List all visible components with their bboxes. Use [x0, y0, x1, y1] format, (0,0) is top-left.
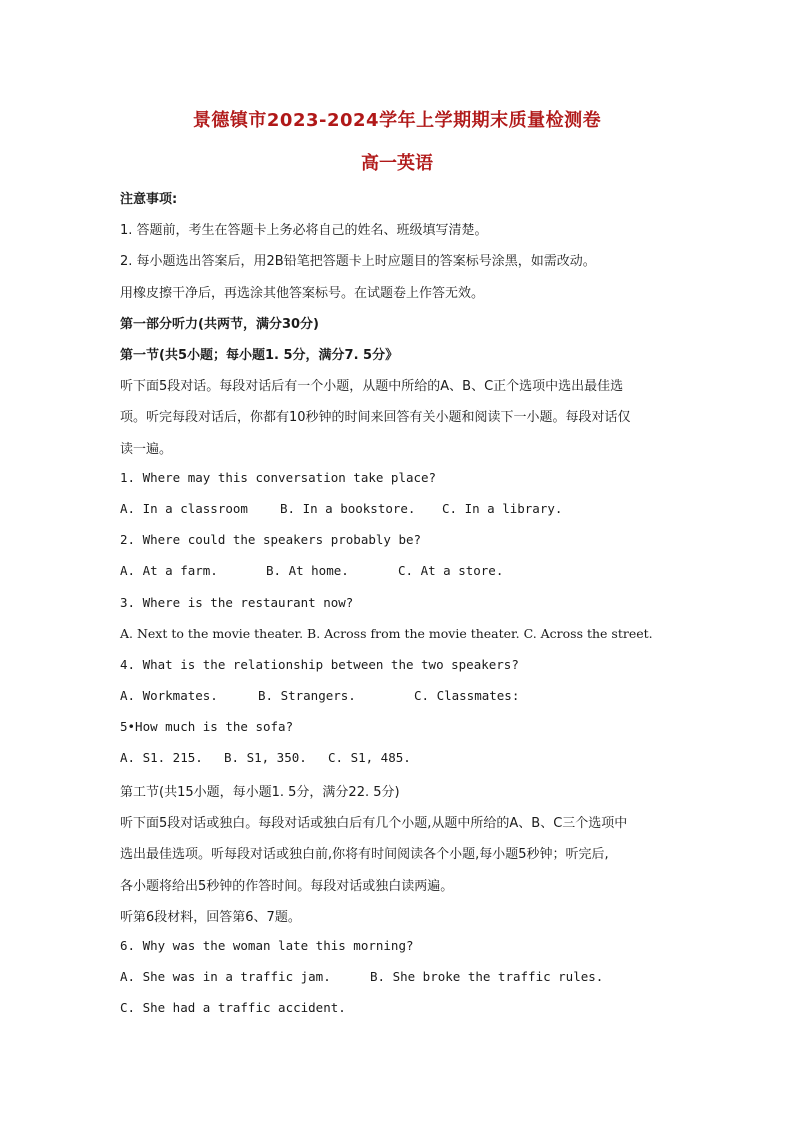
question-6-stem: 6. Why was the woman late this morning?: [120, 938, 414, 953]
question-4-options: [120, 688, 519, 703]
q4-option-b: B. Strangers.: [258, 688, 356, 703]
question-5-stem: 5•How much is the sofa?: [120, 719, 294, 734]
question-6-options-row-1: [120, 969, 603, 984]
q6-option-c: C. She had a traffic accident.: [120, 1000, 346, 1015]
section1-heading: 第一节(共5小题；每小题1. 5分，满分7. 5分》: [120, 348, 399, 363]
section2-heading: 第工节(共15小题，每小题1. 5分，满分22. 5分): [120, 785, 400, 800]
notice-item-1: 1. 答题前，考生在答题卡上务必将自己的姓名、班级填写清楚。: [120, 223, 488, 238]
q6-option-a: A. She was in a traffic jam.: [120, 969, 331, 984]
notice-item-2-cont: 用橡皮擦干净后，再选涂其他答案标号。在试题卷上作答无效。: [120, 286, 485, 301]
notice-heading: 注意事项:: [120, 192, 178, 207]
question-3-options: A. Next to the movie theater. B. Across from the movie theater. C. Across the street.: [120, 626, 653, 641]
section2-instruction-line-3: 各小题将给出5秒钟的作答时间。每段对话或独白读两遍。: [120, 879, 454, 894]
q1-option-a: A. In a classroom: [120, 501, 248, 516]
question-5-options: [120, 750, 411, 765]
part1-heading: 第一部分听力(共两节，满分30分): [120, 317, 319, 332]
section1-instruction-line-2: 项。听完每段对话后，你都有10秒钟的时间来回答有关小题和阅读下一小题。每段对话仅: [120, 410, 631, 425]
section1-instruction-line-1: 听下面5段对话。每段对话后有一个小题，从题中所给的A、B、C正个选项中选出最佳选: [120, 379, 624, 394]
q2-option-c: C. At a store.: [398, 563, 504, 578]
passage-6-heading: 听第6段材料，回答第6、7题。: [120, 910, 301, 925]
q4-option-a: A. Workmates.: [120, 688, 218, 703]
question-2-stem: 2. Where could the speakers probably be?: [120, 532, 422, 547]
q5-option-c: C. S1, 485.: [328, 750, 411, 765]
question-4-stem: 4. What is the relationship between the two speakers?: [120, 657, 519, 672]
section2-instruction-line-2: 选出最佳选项。听每段对话或独白前,你将有时间阅读各个小题,每小题5秒钟；听完后,: [120, 847, 609, 862]
exam-subject: 高一英语: [361, 153, 433, 174]
section1-instruction-line-3: 读一遍。: [120, 442, 173, 457]
question-1-options: [120, 501, 562, 516]
question-3-stem: 3. Where is the restaurant now?: [120, 595, 354, 610]
q1-option-c: C. In a library.: [442, 501, 563, 516]
question-1-stem: 1. Where may this conversation take place?: [120, 470, 437, 485]
q5-option-a: A. S1. 215.: [120, 750, 203, 765]
q2-option-b: B. At home.: [266, 563, 349, 578]
q4-option-c: C. Classmates:: [414, 688, 520, 703]
exam-title: 景德镇市2023-2024学年上学期期末质量检测卷: [192, 110, 602, 131]
q5-option-b: B. S1, 350.: [224, 750, 307, 765]
notice-item-2: 2. 每小题选出答案后，用2B铅笔把答题卡上时应题目的答案标号涂黑，如需改动。: [120, 254, 596, 269]
q1-option-b: B. In a bookstore.: [280, 501, 416, 516]
section2-instruction-line-1: 听下面5段对话或独白。每段对话或独白后有几个小题,从题中所给的A、B、C三个选项中: [120, 816, 628, 831]
q2-option-a: A. At a farm.: [120, 563, 218, 578]
q6-option-b: B. She broke the traffic rules.: [370, 969, 604, 984]
question-2-options: [120, 563, 503, 578]
